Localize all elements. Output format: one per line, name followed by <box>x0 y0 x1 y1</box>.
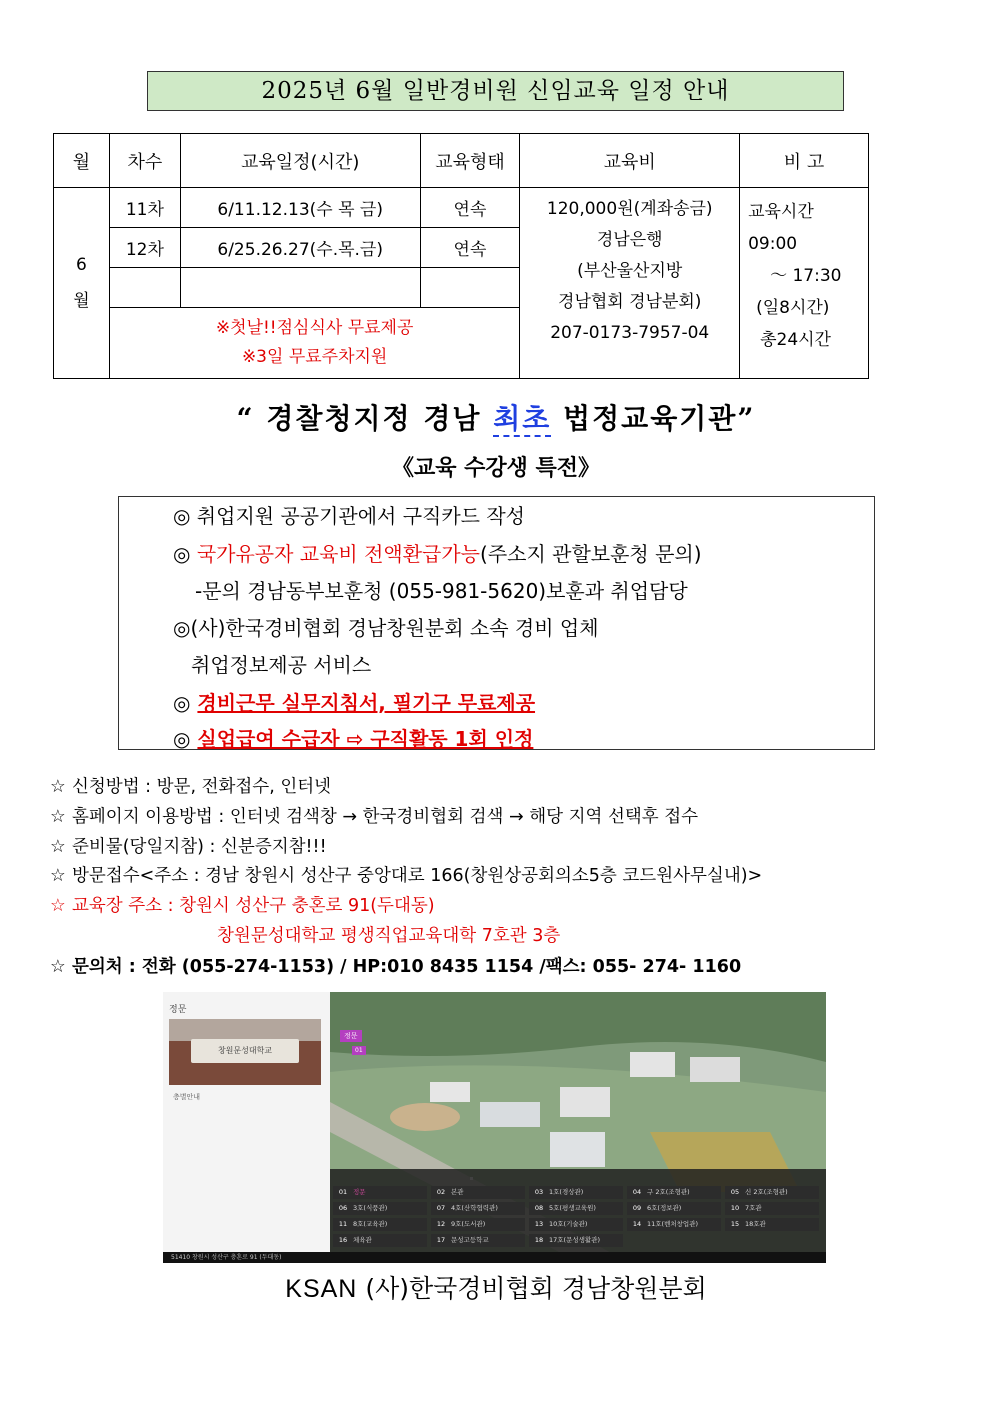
headline <box>0 397 992 437</box>
legend-number: 18 <box>534 1236 544 1244</box>
fee-bank: 경남은행 <box>596 230 663 250</box>
legend-item[interactable] <box>627 1218 721 1231</box>
legend-label: 구 2호(조형관) <box>647 1188 690 1196</box>
headline-pre: “ 경찰청지정 경남 <box>236 402 494 435</box>
info-homepage-text: 홈페이지 이용방법 : 인터넷 검색창 → 한국경비협회 검색 → 해당 지역 선택후 접수 <box>72 807 699 827</box>
benefit-manual <box>173 687 535 716</box>
info-venue-text: 교육장 주소 : 창원시 성산구 충혼로 91(두대동) <box>72 896 435 916</box>
legend-label: 9호(도서관) <box>451 1220 486 1228</box>
header-round: 차수 <box>109 134 180 188</box>
info-prepare-text: 준비물(당일지참) : 신분증지참!!! <box>72 837 327 857</box>
legend-label: 문성고등학교 <box>451 1236 489 1244</box>
benefit-association: ◎(사)한국경비협회 경남창원분회 소속 경비 업체 <box>173 616 599 640</box>
legend-item[interactable] <box>431 1218 525 1231</box>
legend-item[interactable] <box>529 1234 623 1247</box>
legend-label: 10호(기술관) <box>549 1220 588 1228</box>
info-apply-text: 신청방법 : 방문, 전화접수, 인터넷 <box>72 777 332 797</box>
star-icon: ☆ <box>50 837 66 857</box>
perks-cell <box>109 308 519 379</box>
type-cell: 연속 <box>420 188 520 228</box>
note-line: ～ 17:30 <box>770 266 842 286</box>
benefit-job-info: 취업정보제공 서비스 <box>191 653 372 677</box>
benefit-inquiry: -문의 경남동부보훈청 (055-981-5620)보훈과 취업담당 <box>195 579 688 603</box>
benefit-mark: ◎ <box>173 727 198 751</box>
legend-number: 17 <box>436 1236 446 1244</box>
legend-item[interactable] <box>627 1202 721 1215</box>
benefit-veteran-refund: 국가유공자 교육비 전액환급가능 <box>196 542 481 566</box>
note-line: (일8시간) <box>756 298 830 318</box>
fee-holder-2: 경남협회 경남분회) <box>558 292 702 312</box>
benefit-mark: ◎ <box>173 542 197 566</box>
benefit-unemployment <box>173 723 533 752</box>
info-contact-text: 문의처 : 전화 (055-274-1153) / HP:010 8435 1154 /팩스: 055- 274- 1160 <box>72 957 742 977</box>
legend-number: 03 <box>534 1188 544 1196</box>
legend-item[interactable] <box>627 1186 721 1199</box>
legend-number: 09 <box>632 1204 642 1212</box>
legend-item[interactable] <box>529 1186 623 1199</box>
legend-label: 본관 <box>451 1188 464 1196</box>
ksan-logo: KSAN <box>285 1275 358 1303</box>
legend-label: 8호(교육관) <box>353 1220 388 1228</box>
campus-address: 51410 창원시 성산구 충혼로 91 (두대동) <box>163 1252 826 1263</box>
legend-number: 14 <box>632 1220 642 1228</box>
empty-cell <box>420 268 520 308</box>
legend-label: 17호(문성생활관) <box>549 1236 601 1244</box>
legend-item[interactable] <box>431 1234 525 1247</box>
fee-holder-1: (부산울산지방 <box>577 261 683 281</box>
legend-item[interactable] <box>333 1234 427 1247</box>
headline-highlight: 최초 <box>493 402 552 435</box>
info-venue <box>50 892 435 917</box>
legend-label: 18호관 <box>745 1220 766 1228</box>
star-icon: ☆ <box>50 807 66 827</box>
benefit-mark: ◎ <box>173 691 198 715</box>
legend-label: 4호(산학협력관) <box>451 1204 498 1212</box>
empty-cell <box>109 268 180 308</box>
benefit-job-card: ◎ 취업지원 공공기관에서 구직카드 작성 <box>173 504 526 528</box>
legend-label: 7호관 <box>745 1204 762 1212</box>
type-cell: 연속 <box>420 228 520 268</box>
gate-photo <box>169 1019 321 1085</box>
header-dates: 교육일정(시간) <box>180 134 420 188</box>
legend-number: 11 <box>338 1220 348 1228</box>
footer-org: (사)한국경비협회 경남창원분회 <box>365 1274 707 1303</box>
empty-cell <box>180 268 420 308</box>
star-icon: ☆ <box>50 866 66 886</box>
legend-number: 02 <box>436 1188 446 1196</box>
note-cell <box>740 188 869 379</box>
legend-label: 신 2호(조형관) <box>745 1188 788 1196</box>
header-note: 비 고 <box>740 134 869 188</box>
photo-sky <box>169 1019 321 1041</box>
legend-item[interactable] <box>725 1202 819 1215</box>
legend-label: 6호(정보관) <box>647 1204 682 1212</box>
legend-number: 10 <box>730 1204 740 1212</box>
legend-item[interactable] <box>333 1218 427 1231</box>
legend-number: 05 <box>730 1188 740 1196</box>
benefit-veteran-note: (주소지 관할보훈청 문의) <box>480 542 702 566</box>
sidebar-link-floors[interactable]: 층별안내 <box>173 1093 201 1101</box>
month-cell <box>54 188 110 379</box>
legend-item[interactable] <box>529 1202 623 1215</box>
legend-item[interactable] <box>431 1186 525 1199</box>
fee-account: 207-0173-7957-04 <box>550 323 710 343</box>
legend-label: 3호(식품관) <box>353 1204 388 1212</box>
headline-post: 법정교육기관” <box>551 402 756 435</box>
perk-parking: ※3일 무료주차지원 <box>241 347 388 367</box>
dates-cell: 6/25.26.27(수.목.금) <box>180 228 420 268</box>
round-cell: 11차 <box>109 188 180 228</box>
legend-number: 07 <box>436 1204 446 1212</box>
legend-item[interactable] <box>725 1218 819 1231</box>
page-title: 2025년 6월 일반경비원 신임교육 일정 안내 <box>147 71 844 111</box>
benefit-manual-text: 경비근무 실무지침서, 필기구 무료제공 <box>197 691 536 715</box>
map-pin-01[interactable]: 01 <box>352 1046 366 1055</box>
legend-number: 06 <box>338 1204 348 1212</box>
legend-number: 15 <box>730 1220 740 1228</box>
info-visit-text: 방문접수<주소 : 경남 창원시 성산구 중앙대로 166(창원상공회의소5층 코드원사무실내)> <box>72 866 763 886</box>
header-fee: 교육비 <box>520 134 740 188</box>
legend-item[interactable] <box>431 1202 525 1215</box>
header-type: 교육형태 <box>420 134 520 188</box>
legend-label: 정문 <box>353 1188 366 1196</box>
schedule-table <box>53 133 869 379</box>
header-month: 월 <box>54 134 110 188</box>
benefit-veteran <box>173 538 702 567</box>
info-venue-building: 창원문성대학교 평생직업교육대학 7호관 3층 <box>217 926 561 946</box>
legend-number: 13 <box>534 1220 544 1228</box>
info-prepare <box>50 833 327 858</box>
campus-sidebar <box>163 992 330 1263</box>
benefit-unemployment-text: 실업급여 수급자 ⇨ 구직활동 1회 인정 <box>197 727 534 751</box>
legend-item[interactable] <box>333 1186 427 1199</box>
star-icon: ☆ <box>50 896 66 916</box>
fee-cell <box>520 188 740 379</box>
note-line: 09:00 <box>748 234 798 254</box>
legend-number: 12 <box>436 1220 446 1228</box>
fee-amount: 120,000원(계좌송금) <box>546 199 713 219</box>
legend-label: 체육관 <box>353 1236 372 1244</box>
round-cell: 12차 <box>109 228 180 268</box>
sidebar-title: 정문 <box>169 1005 187 1015</box>
campus-map <box>163 992 826 1263</box>
gate-sign: 창원문성대학교 <box>191 1039 299 1063</box>
benefits-heading: 《교육 수강생 특전》 <box>391 456 601 481</box>
legend-label: 11호(벤처창업관) <box>647 1220 699 1228</box>
building-legend <box>333 1186 823 1246</box>
legend-label: 1호(경상관) <box>549 1188 584 1196</box>
legend-item[interactable] <box>725 1186 819 1199</box>
dates-cell: 6/11.12.13(수 목 금) <box>180 188 420 228</box>
star-icon: ☆ <box>50 957 66 977</box>
month-unit: 월 <box>73 291 90 311</box>
legend-number: 04 <box>632 1188 642 1196</box>
info-homepage <box>50 803 698 828</box>
footer <box>0 1269 992 1305</box>
month-number: 6 <box>76 255 87 275</box>
legend-item[interactable] <box>333 1202 427 1215</box>
star-icon: ☆ <box>50 777 66 797</box>
legend-number: 08 <box>534 1204 544 1212</box>
map-pin-gate[interactable]: 정문 <box>340 1030 362 1042</box>
legend-number: 16 <box>338 1236 348 1244</box>
note-line: 교육시간 <box>748 202 814 222</box>
note-line: 총24시간 <box>760 330 831 350</box>
legend-number: 01 <box>338 1188 348 1196</box>
info-visit <box>50 862 762 887</box>
legend-item[interactable] <box>529 1218 623 1231</box>
perk-lunch: ※첫날!!점심식사 무료제공 <box>215 318 414 338</box>
info-contact <box>50 953 741 978</box>
info-apply <box>50 773 331 798</box>
legend-label: 5호(평생교육원) <box>549 1204 596 1212</box>
benefits-box <box>118 496 875 750</box>
